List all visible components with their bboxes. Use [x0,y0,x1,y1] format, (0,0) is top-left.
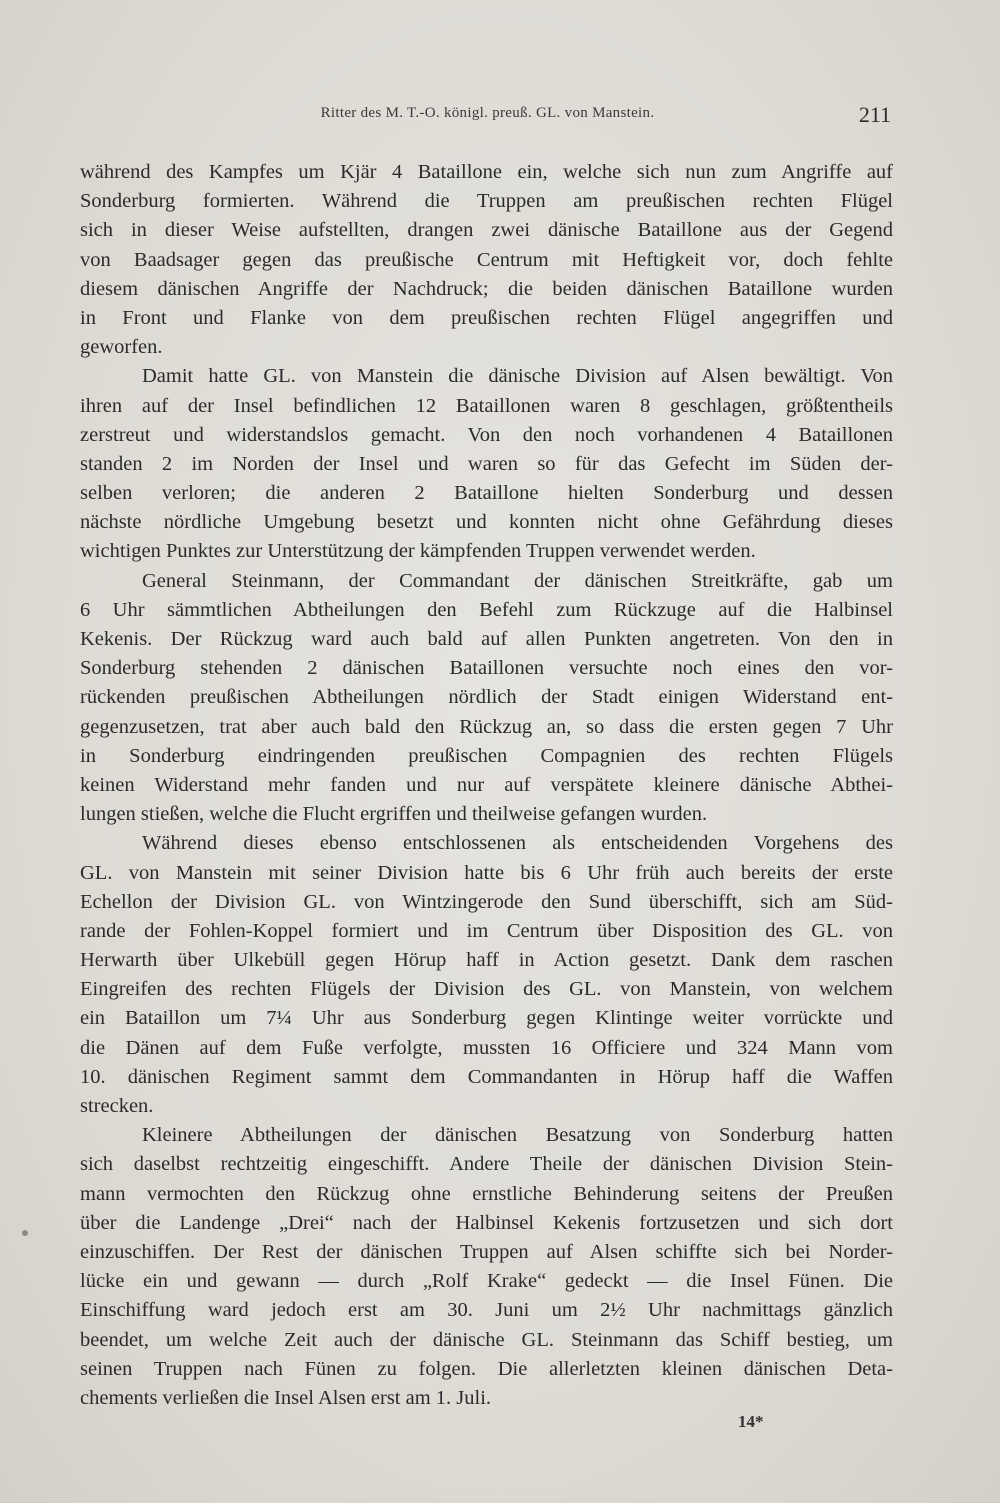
text-line: 6 Uhr sämmtlichen Abtheilungen den Befehl zum Rückzuge auf die Halbinsel [80,598,893,621]
text-line: keinen Widerstand mehr fanden und nur auf verspätete kleinere dänische Abthei- [80,773,893,796]
text-line: Eingreifen des rechten Flügels der Division des GL. von Manstein, von welchem [80,978,893,1001]
text-line: Echellon der Division GL. von Wintzingerode den Sund überschifft, sich am Süd- [80,890,893,913]
text-line: Während dieses ebenso entschlossenen als entscheidenden Vorgehens des [142,832,893,855]
text-line: Kekenis. Der Rückzug ward auch bald auf allen Punkten angetreten. Von den in [80,628,893,650]
text-line: diesem dänischen Angriffe der Nachdruck; die beiden dänischen Bataillone wurden [80,277,893,300]
text-line: wichtigen Punktes zur Unterstützung der kämpfenden Truppen verwendet werden. [80,540,756,563]
text-line: 10. dänischen Regiment sammt dem Commandanten in Hörup haff die Waffen [80,1065,893,1088]
signature-mark: 14* [738,1412,764,1431]
running-head [80,102,895,130]
text-line: beendet, um welche Zeit auch der dänische GL. Steinmann das Schiff bestieg, um [80,1328,893,1351]
text-line: standen 2 im Norden der Insel und waren so für das Gefecht im Süden der- [80,452,893,475]
text-line: in Sonderburg eindringenden preußischen Compagnien des rechten Flügels [80,744,893,767]
text-line: Damit hatte GL. von Manstein die dänische Division auf Alsen bewältigt. Von [142,365,893,388]
text-line: zerstreut und widerstandslos gemacht. Von den noch vorhandenen 4 Bataillonen [80,423,893,446]
text-line: nächste nördliche Umgebung besetzt und konnten nicht ohne Gefährdung dieses [80,511,893,534]
text-line: lungen stießen, welche die Flucht ergriffen und theilweise gefangen wurden. [80,803,708,826]
text-line: seinen Truppen nach Fünen zu folgen. Die allerletzten kleinen dänischen Deta- [80,1357,893,1380]
text-line: ihren auf der Insel befindlichen 12 Bataillonen waren 8 geschlagen, größtentheils [80,394,893,417]
text-line: Herwarth über Ulkebüll gegen Hörup haff in Action gesetzt. Dank dem raschen [80,949,893,972]
text-line: lücke ein und gewann — durch „Rolf Krake“ gedeckt — die Insel Fünen. Die [80,1270,893,1293]
text-line: während des Kampfes um Kjär 4 Bataillone ein, welche sich nun zum Angriffe auf [80,161,893,183]
text-line: über die Landenge „Drei“ nach der Halbinsel Kekenis fortzusetzen und sich dort [80,1211,893,1234]
text-line: chements verließen die Insel Alsen erst am 1. Juli. [80,1386,492,1409]
text-line: General Steinmann, der Commandant der dänischen Streitkräfte, gab um [142,569,893,592]
text-line: sich in dieser Weise aufstellten, drangen zwei dänische Bataillone aus der Gegend [80,219,893,242]
text-line: rande der Fohlen-Koppel formiert und im Centrum über Disposition des GL. von [80,919,893,942]
page-number: 211 [858,102,891,127]
text-line: die Dänen auf dem Fuße verfolgte, mussten 16 Officiere und 324 Mann vom [80,1036,893,1059]
text-line: Sonderburg stehenden 2 dänischen Bataillonen versuchte noch eines den vor- [80,657,893,680]
text-line: Einschiffung ward jedoch erst am 30. Juni um 2½ Uhr nachmittags gänzlich [80,1299,893,1322]
running-title: Ritter des M. T.-O. königl. preuß. GL. von Manstein. [320,105,655,121]
text-line: gegenzusetzen, trat aber auch bald den Rückzug an, so dass die ersten gegen 7 Uhr [80,715,893,738]
text-line: Sonderburg formierten. Während die Truppen am preußischen rechten Flügel [80,190,893,213]
body-text [80,158,893,1413]
text-line: mann vermochten den Rückzug ohne ernstliche Behinderung seitens der Preußen [80,1182,893,1205]
text-line: strecken. [80,1095,154,1117]
text-line: geworfen. [80,336,163,359]
text-line: sich daselbst rechtzeitig eingeschifft. Andere Theile der dänischen Division Stein- [80,1153,893,1176]
text-line: GL. von Manstein mit seiner Division hatte bis 6 Uhr früh auch bereits der erste [80,861,893,884]
text-line: einzuschiffen. Der Rest der dänischen Truppen auf Alsen schiffte sich bei Norder- [80,1240,893,1263]
text-line: von Baadsager gegen das preußische Centrum mit Heftigkeit vor, doch fehlte [80,248,893,271]
text-line: selben verloren; die anderen 2 Bataillone hielten Sonderburg und dessen [80,482,893,505]
text-line: Kleinere Abtheilungen der dänischen Besatzung von Sonderburg hatten [142,1124,893,1147]
text-line: ein Bataillon um 7¼ Uhr aus Sonderburg gegen Klintinge weiter vorrückte und [80,1007,893,1030]
scan-speck-mark [22,1230,28,1236]
text-line: in Front und Flanke von dem preußischen rechten Flügel angegriffen und [80,306,893,329]
text-line: rückenden preußischen Abtheilungen nördlich der Stadt einigen Widerstand ent- [80,686,893,709]
